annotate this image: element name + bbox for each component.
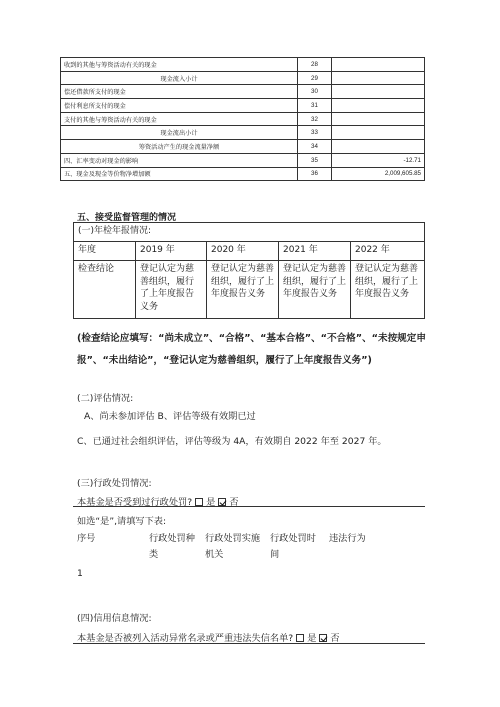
row-number: 32 — [298, 112, 332, 126]
row-label: 筹资活动产生的现金流量净额 — [61, 140, 298, 154]
penalty-yes-label: 是 — [206, 497, 216, 508]
section-title: 五、接受监督管理的情况 — [77, 213, 177, 223]
inspection-note: (检查结论应填写：“尚未成立”、“合格”、“基本合格”、“不合格”、“未按规定申报”、“未出结论”，“登记认定为慈善组织，履行了上年度报告义务”) — [77, 333, 426, 366]
row-label: 五、现金及现金等价物净增加额 — [61, 167, 298, 181]
annual-header: (一)年检年报情况: — [74, 223, 425, 242]
col-header-time: 行政处罚时间 — [270, 533, 316, 560]
penalty-question: 本基金是否受到过行政处罚? — [77, 497, 193, 508]
evaluation-line-c: C、已通过社会组织评估，评估等级为 4A，有效期自 2022 年至 2027 年。 — [77, 436, 387, 447]
row-label: 现金流入小计 — [61, 71, 298, 85]
row-label: 收到的其他与筹资活动有关的现金 — [61, 58, 298, 72]
credit-yes-checkbox[interactable] — [296, 634, 304, 642]
row-number: 30 — [298, 85, 332, 99]
row-label: 现金流出小计 — [61, 126, 298, 140]
penalty-no-checkbox[interactable] — [218, 498, 226, 506]
row-value — [332, 112, 425, 126]
row-value — [332, 126, 425, 140]
year-cell: 2019 年 — [136, 242, 207, 261]
year-cell: 2020 年 — [207, 242, 279, 261]
table-row — [74, 261, 425, 319]
col-header-authority: 行政处罚实施机关 — [205, 533, 261, 560]
result-cell: 登记认定为慈善组织，履行了上年度报告义务 — [351, 261, 425, 319]
credit-no-checkbox[interactable] — [319, 634, 327, 642]
credit-question: 本基金是否被列入活动异常名录或严重违法失信名单? — [77, 633, 294, 644]
penalty-row-number: 1 — [77, 568, 83, 579]
table-row — [61, 85, 425, 99]
table-row — [74, 223, 425, 242]
table-row — [61, 167, 425, 181]
row-value: -12.71 — [332, 153, 425, 167]
penalty-header: (三)行政处罚情况: — [77, 478, 152, 489]
row-label: 支付的其他与筹资活动有关的现金 — [61, 112, 298, 126]
credit-yes-label: 是 — [307, 633, 317, 644]
table-row — [61, 140, 425, 154]
row-label: 四、汇率变动对现金的影响 — [61, 153, 298, 167]
credit-no-label: 否 — [330, 633, 340, 644]
row-value: 2,009,605.85 — [332, 167, 425, 181]
penalty-no-label: 否 — [229, 497, 239, 508]
row-value — [332, 140, 425, 154]
row-number: 34 — [298, 140, 332, 154]
evaluation-header: (二)评估情况: — [77, 393, 134, 404]
year-label: 年度 — [74, 242, 136, 261]
table-row — [61, 99, 425, 113]
penalty-fill-note: 如选“是”,请填写下表: — [77, 516, 167, 527]
col-header-violation: 违法行为 — [329, 533, 366, 544]
row-label: 偿付利息所支付的现金 — [61, 99, 298, 113]
row-number: 33 — [298, 126, 332, 140]
table-row — [61, 112, 425, 126]
table-row — [61, 126, 425, 140]
result-cell: 登记认定为慈善组织，履行了上年度报告义务 — [136, 261, 207, 319]
table-row — [61, 71, 425, 85]
result-cell: 登记认定为慈善组织，履行了上年度报告义务 — [207, 261, 279, 319]
evaluation-line-ab: A、尚未参加评估 B、评估等级有效期已过 — [84, 411, 256, 422]
row-number: 36 — [298, 167, 332, 181]
credit-header: (四)信用信息情况: — [77, 613, 152, 624]
year-cell: 2022 年 — [351, 242, 425, 261]
row-value — [332, 58, 425, 72]
divider — [73, 643, 425, 644]
table-row — [74, 242, 425, 261]
table-row — [61, 153, 425, 167]
row-number: 31 — [298, 99, 332, 113]
credit-question-line — [77, 630, 340, 644]
table-row — [61, 58, 425, 72]
col-header-no: 序号 — [77, 533, 96, 544]
row-number: 29 — [298, 71, 332, 85]
row-value — [332, 85, 425, 99]
row-value — [332, 71, 425, 85]
year-cell: 2021 年 — [279, 242, 351, 261]
divider — [73, 506, 425, 507]
penalty-yes-checkbox[interactable] — [195, 498, 203, 506]
row-value — [332, 99, 425, 113]
row-number: 35 — [298, 153, 332, 167]
col-header-type: 行政处罚种类 — [149, 533, 195, 560]
result-cell: 登记认定为慈善组织，履行了上年度报告义务 — [279, 261, 351, 319]
cashflow-table — [60, 57, 425, 181]
result-label: 检查结论 — [74, 261, 136, 319]
row-label: 偿还借款所支付的现金 — [61, 85, 298, 99]
row-number: 28 — [298, 58, 332, 72]
annual-inspection-table — [73, 222, 425, 319]
